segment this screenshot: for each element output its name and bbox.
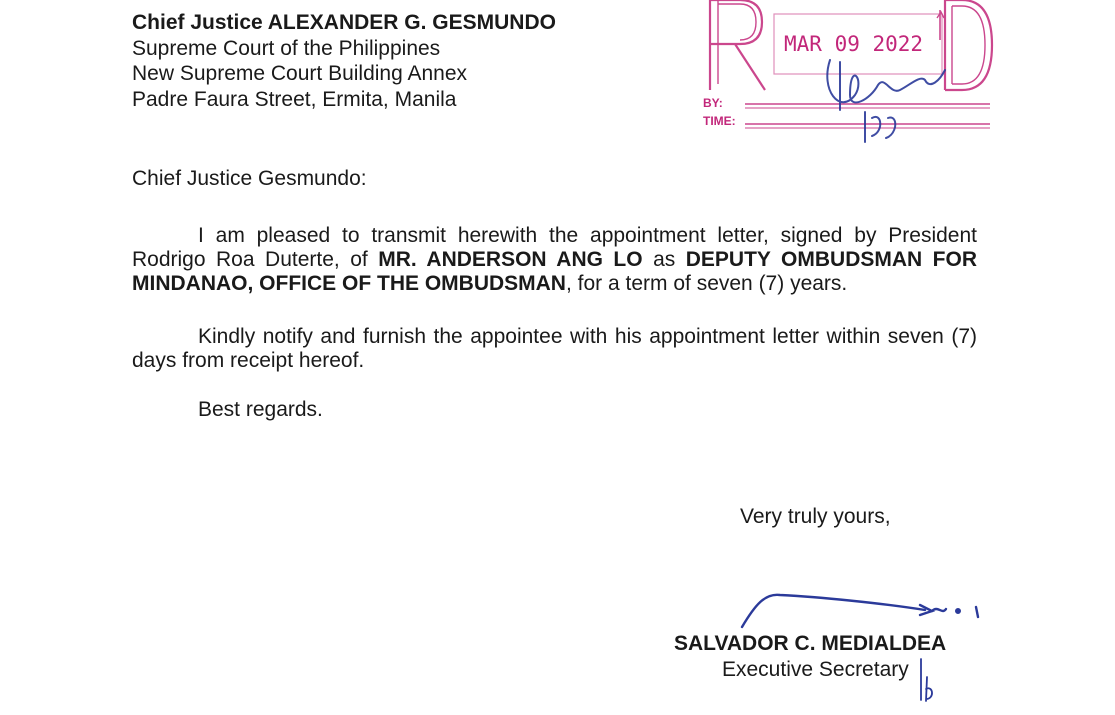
p2-text: Kindly notify and furnish the appointee with his appointment letter within seven (7) days from receipt hereof. [132,325,977,372]
received-stamp [700,0,995,145]
recipient-name-line [132,10,556,36]
p1-text-a: I am pleased to transmit herewith the appointment letter, signed by President Rodrigo Roa Duterte, of [132,224,977,271]
appointee-name: MR. ANDERSON ANG LO [378,248,643,271]
recipient-title: Chief Justice [132,11,268,34]
recipient-name: ALEXANDER G. GESMUNDO [267,11,556,34]
stamp-date: MAR 09 2022 [784,32,924,56]
recipient-address-block [132,10,556,112]
body-paragraph-2 [132,325,977,373]
signer-title: Executive Secretary [722,658,909,681]
initial-mark [905,655,945,710]
p1-text-c: , for a term of seven (7) years. [565,272,848,295]
recipient-address-line-2: New Supreme Court Building Annex [132,62,468,85]
recipient-address-line-1: Supreme Court of the Philippines [132,36,441,60]
signer-name: SALVADOR C. MEDIALDEA [674,632,947,655]
recipient-address-line-3: Padre Faura Street, Ermita, Manila [132,87,457,111]
regards: Best regards. [198,398,323,421]
appointee-position: DEPUTY OMBUDSMAN FOR MINDANAO, OFFICE OF THE OMBUDSMAN [132,248,977,295]
stamp-by-label: BY: [703,96,723,110]
valediction: Very truly yours, [740,505,891,528]
stamp-time-label: TIME: [703,114,736,128]
body-paragraph-1 [132,224,977,296]
salutation: Chief Justice Gesmundo: [132,167,367,190]
p1-text-b: as [642,248,686,271]
